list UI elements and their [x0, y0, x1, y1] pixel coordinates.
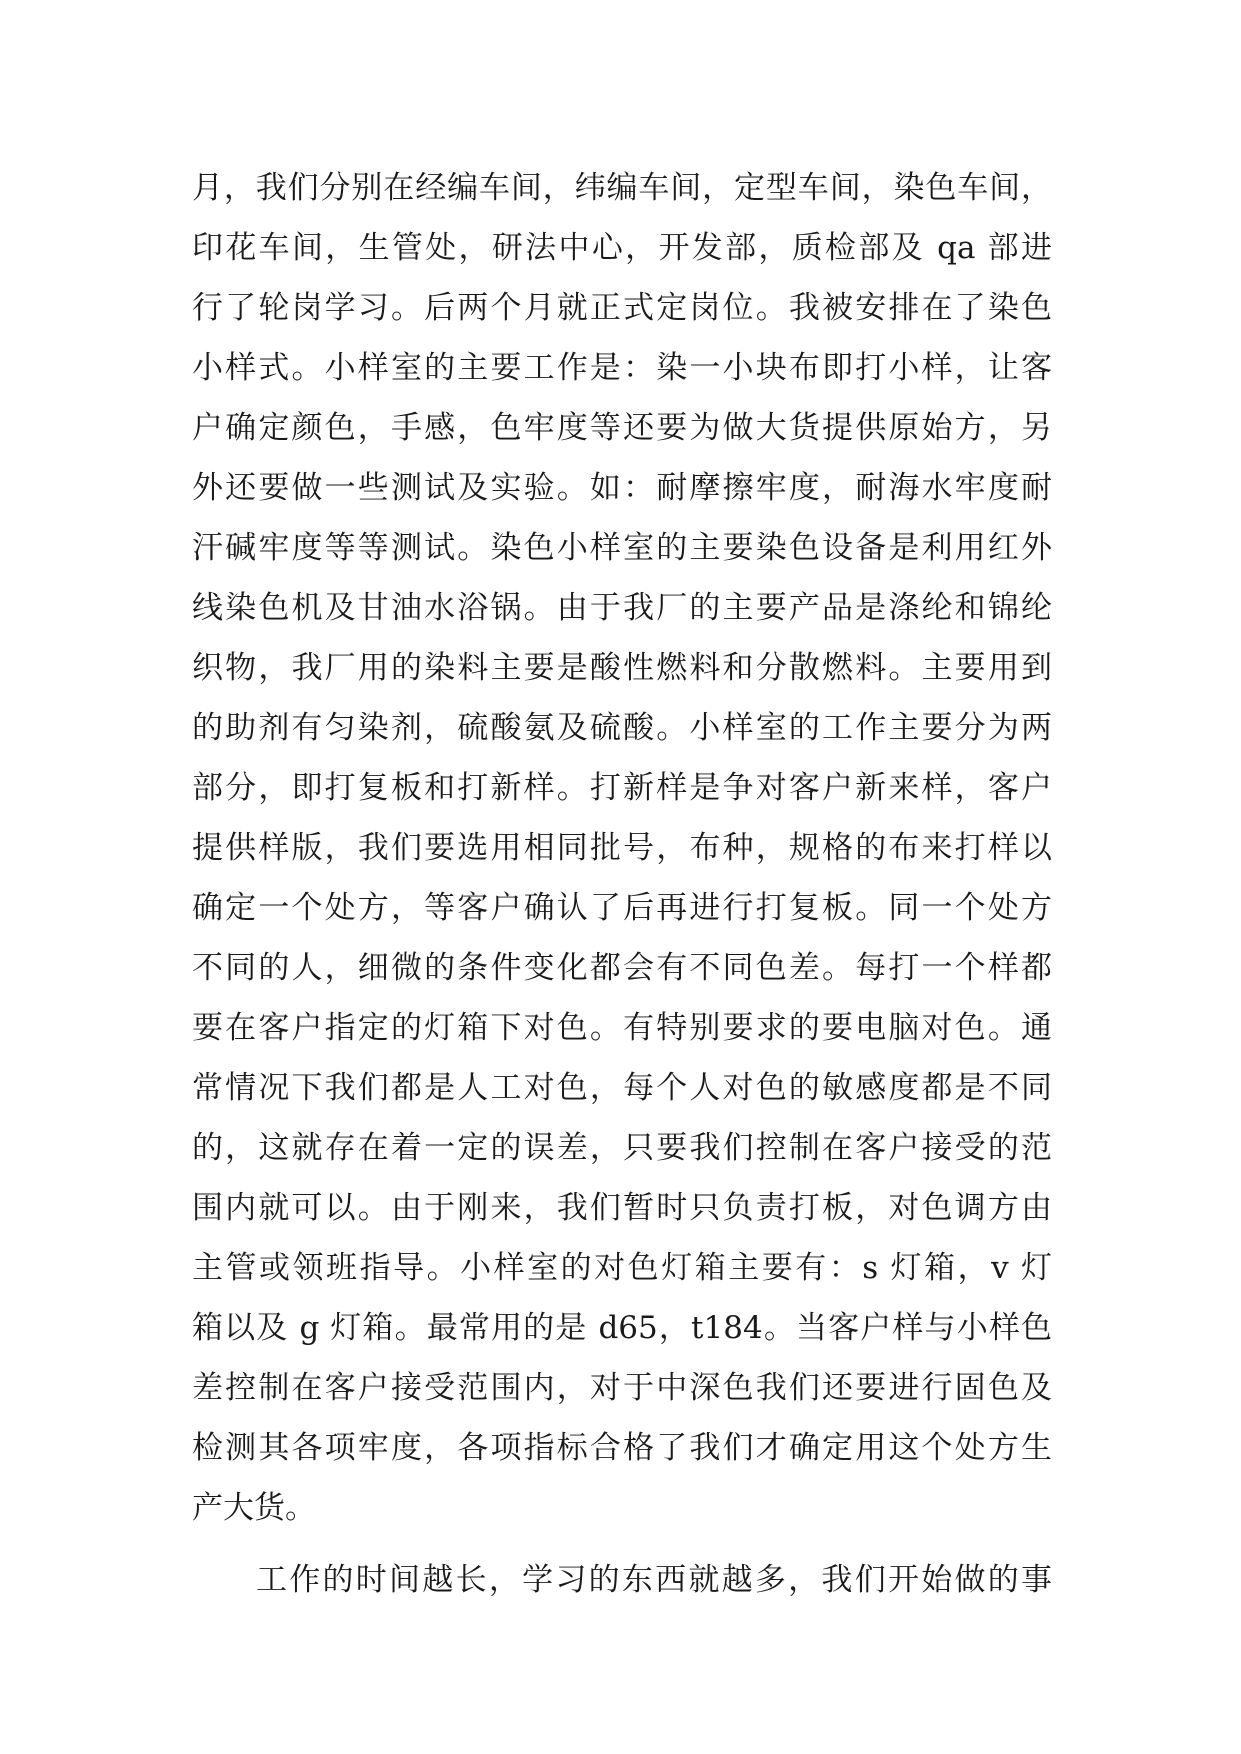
- text-line: 行了轮岗学习。后两个月就正式定岗位。我被安排在了染色: [192, 290, 1052, 326]
- text-line: 产大货。: [192, 1490, 316, 1526]
- text-line: 围内就可以。由于刚来，我们暂时只负责打板，对色调方由: [192, 1190, 1052, 1226]
- text-line: 的，这就存在着一定的误差，只要我们控制在客户接受的范: [192, 1130, 1052, 1166]
- text-line: 汗碱牢度等等测试。染色小样室的主要染色设备是利用红外: [192, 530, 1052, 566]
- paragraph-1: [192, 158, 1052, 1538]
- text-line: 外还要做一些测试及实验。如：耐摩擦牢度，耐海水牢度耐: [192, 470, 1052, 506]
- paragraph-2: [192, 1550, 1052, 1610]
- paragraph-spacer: [192, 1538, 1052, 1550]
- text-line: 常情况下我们都是人工对色，每个人对色的敏感度都是不同: [192, 1070, 1052, 1106]
- text-line: 的助剂有匀染剂，硫酸氨及硫酸。小样室的工作主要分为两: [192, 710, 1052, 746]
- text-line: 确定一个处方，等客户确认了后再进行打复板。同一个处方: [192, 890, 1052, 926]
- text-line: 提供样版，我们要选用相同批号，布种，规格的布来打样以: [192, 830, 1052, 866]
- text-line: 印花车间，生管处，研法中心，开发部，质检部及 qa 部进: [192, 230, 1052, 266]
- body-text: [192, 158, 1052, 1610]
- text-line: 箱以及 g 灯箱。最常用的是 d65，t184。当客户样与小样色: [192, 1310, 1052, 1346]
- text-line: 检测其各项牢度，各项指标合格了我们才确定用这个处方生: [192, 1430, 1052, 1466]
- text-line: 户确定颜色，手感，色牢度等还要为做大货提供原始方，另: [192, 410, 1052, 446]
- text-line: 线染色机及甘油水浴锅。由于我厂的主要产品是涤纶和锦纶: [192, 590, 1052, 626]
- text-line: 小样式。小样室的主要工作是：染一小块布即打小样，让客: [192, 350, 1052, 386]
- text-line: 不同的人，细微的条件变化都会有不同色差。每打一个样都: [192, 950, 1052, 986]
- text-line: 工作的时间越长，学习的东西就越多，我们开始做的事: [256, 1562, 1052, 1598]
- text-line: 要在客户指定的灯箱下对色。有特别要求的要电脑对色。通: [192, 1010, 1052, 1046]
- text-line: 织物，我厂用的染料主要是酸性燃料和分散燃料。主要用到: [192, 650, 1052, 686]
- text-line: 主管或领班指导。小样室的对色灯箱主要有：s 灯箱，v 灯: [192, 1250, 1052, 1286]
- text-line: 部分，即打复板和打新样。打新样是争对客户新来样，客户: [192, 770, 1052, 806]
- text-line: 差控制在客户接受范围内，对于中深色我们还要进行固色及: [192, 1370, 1052, 1406]
- text-line: 月，我们分别在经编车间，纬编车间，定型车间，染色车间，: [192, 170, 1052, 206]
